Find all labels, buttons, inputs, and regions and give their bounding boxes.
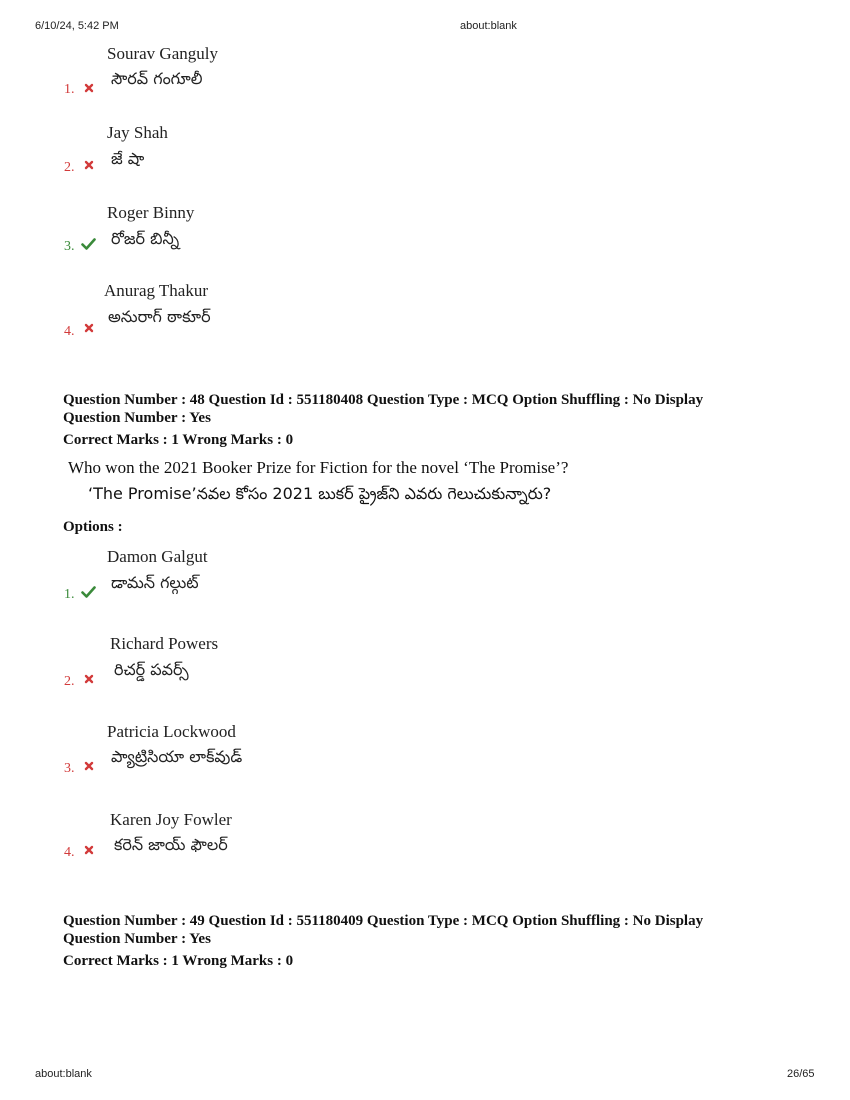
option-text-en: Karen Joy Fowler: [110, 810, 232, 829]
option-text-en: Jay Shah: [107, 123, 168, 142]
option-number: 3.: [64, 761, 75, 776]
question-meta-display: Question Number : Yes: [63, 410, 211, 426]
question-meta: Question Number : 49 Question Id : 551180409 Question Type : MCQ Option Shuffling : No Display: [63, 913, 704, 929]
option-number: 2.: [64, 160, 75, 175]
options-label: Options :: [63, 519, 123, 535]
print-footer-url: about:blank: [35, 1068, 92, 1080]
option-text-en: Roger Binny: [107, 203, 195, 222]
option-text-te: సౌరవ్ గంగూలీ: [111, 69, 203, 88]
option-text-en: Patricia Lockwood: [107, 722, 236, 741]
cross-icon: [83, 322, 95, 334]
option-text-en: Anurag Thakur: [104, 281, 209, 300]
option-text-te: అనురాగ్ ఠాకూర్: [108, 307, 211, 326]
option-text-en: Damon Galgut: [107, 547, 208, 566]
option-text-te: రిచర్డ్ పవర్స్: [114, 660, 189, 679]
option-number: 1.: [64, 587, 75, 602]
option-number: 2.: [64, 674, 75, 689]
question-text-te: ‘The Promise’నవల కోసం 2021 బుకర్ ప్రైజ్‌ని ఎవరు గెలుచుకున్నారు?: [88, 484, 552, 503]
print-datetime: 6/10/24, 5:42 PM: [35, 20, 119, 32]
question-marks: Correct Marks : 1 Wrong Marks : 0: [63, 432, 294, 448]
option-text-te: రోజర్ బిన్నీ: [111, 229, 180, 248]
cross-icon: [83, 760, 95, 772]
print-page-title: about:blank: [460, 20, 517, 32]
cross-icon: [83, 159, 95, 171]
question-marks: Correct Marks : 1 Wrong Marks : 0: [63, 953, 294, 969]
question-text-en: Who won the 2021 Booker Prize for Fiction for the novel ‘The Promise’?: [68, 458, 569, 477]
option-text-te: కరెన్ జాయ్ ఫౌలర్: [114, 835, 228, 854]
option-number: 4.: [64, 845, 75, 860]
cross-icon: [83, 82, 95, 94]
check-icon: [81, 238, 96, 250]
option-number: 1.: [64, 82, 75, 97]
option-text-te: డామన్ గల్గుట్: [111, 573, 199, 592]
print-page-number: 26/65: [787, 1068, 815, 1080]
cross-icon: [83, 673, 95, 685]
option-text-en: Richard Powers: [110, 634, 219, 653]
option-number: 4.: [64, 324, 75, 339]
option-text-en: Sourav Ganguly: [107, 44, 218, 63]
check-icon: [81, 586, 96, 598]
option-text-te: ప్యాట్రిసియా లాక్‌వుడ్: [111, 747, 243, 766]
option-text-te: జే షా: [111, 149, 145, 168]
option-number: 3.: [64, 239, 75, 254]
question-meta-display: Question Number : Yes: [63, 931, 211, 947]
cross-icon: [83, 844, 95, 856]
question-meta: Question Number : 48 Question Id : 551180408 Question Type : MCQ Option Shuffling : No Display: [63, 392, 704, 408]
